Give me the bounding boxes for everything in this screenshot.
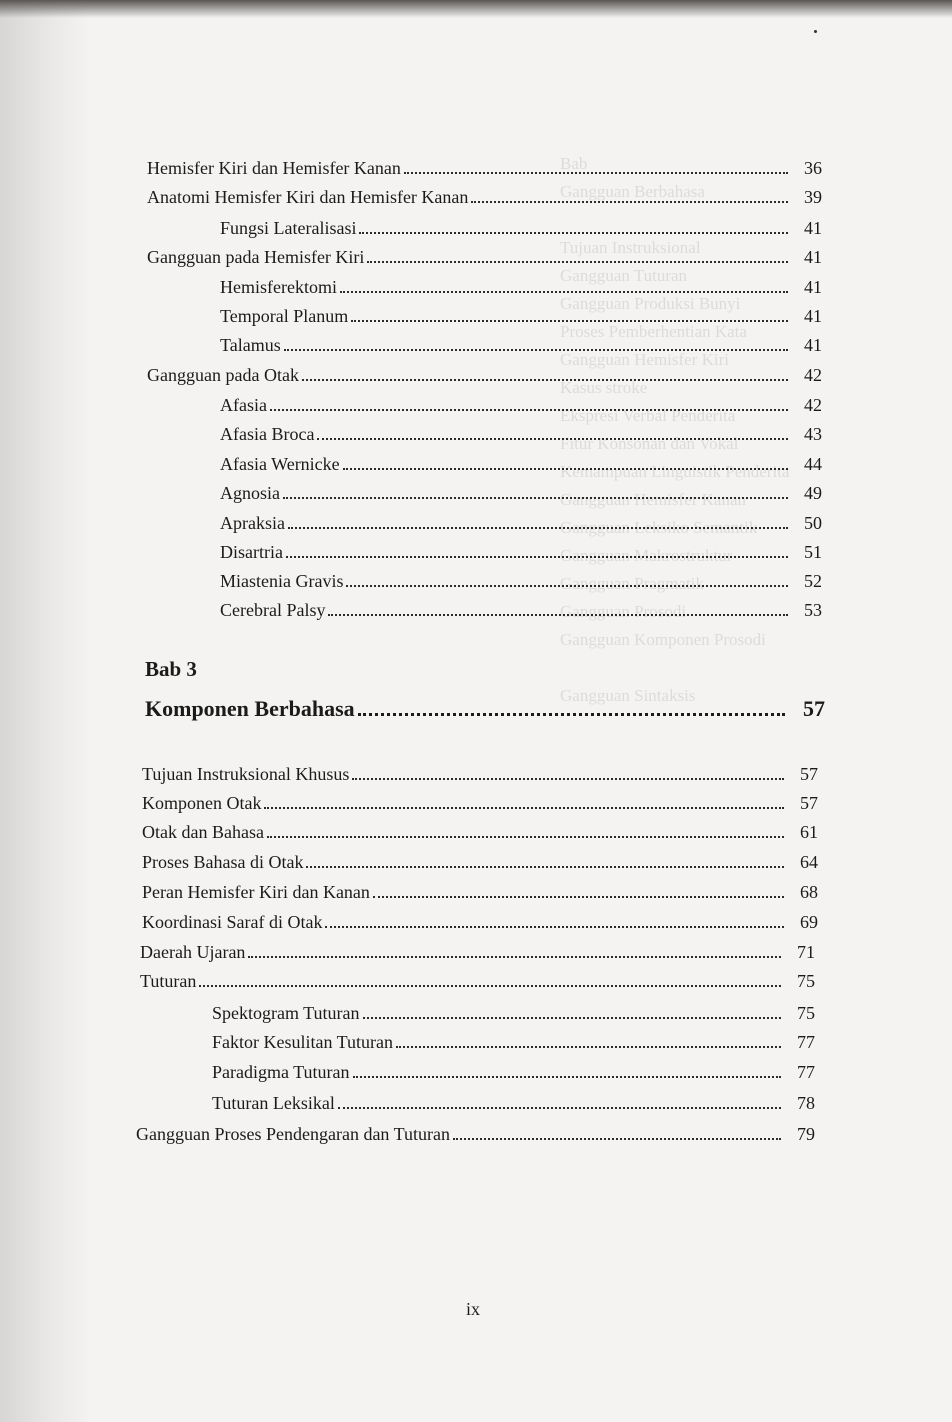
bleed-through-text: Bab Gangguan Berbahasa Tujuan Instruksional Gangguan Tuturan Gangguan Produksi Bunyi Proses Pemberhentian Kata Gangguan Hemisfer Kiri Kasus stroke Ekspresi Verbal Penderita Fitur Konsonan dan Vokal Kemampuan Linguistik Penderita Gangguan Hemisfer Kanan Gangguan Leksiko Semantik Gangguan Makrostruktur Gangguan Pragmatik Gangguan Prosodi Gangguan Komponen Prosodi Gangguan Sintaksis	[560, 154, 790, 705]
toc-entry-title: Komponen Otak	[142, 793, 262, 813]
toc-entry-page: 53	[804, 600, 822, 620]
dot-leader	[288, 527, 788, 529]
toc-entry	[142, 912, 818, 936]
toc-entry	[220, 571, 822, 595]
toc-entry	[220, 277, 822, 301]
dot-leader	[396, 1046, 781, 1048]
toc-entry-title: Agnosia	[220, 483, 280, 503]
toc-entry	[220, 600, 822, 624]
toc-entry	[212, 1062, 815, 1086]
toc-entry-page: 64	[800, 852, 818, 872]
toc-entry-title: Disartria	[220, 542, 283, 562]
toc-entry-title: Otak dan Bahasa	[142, 822, 264, 842]
toc-entry-title: Gangguan pada Hemisfer Kiri	[147, 247, 365, 267]
speck-mark	[814, 30, 817, 33]
toc-entry-title: Spektogram Tuturan	[212, 1003, 360, 1023]
toc-entry-page: 39	[804, 187, 822, 207]
toc-entry	[142, 793, 818, 817]
dot-leader	[199, 985, 781, 987]
dot-leader	[264, 807, 784, 809]
toc-entry-page: 57	[800, 764, 818, 784]
toc-entry	[220, 306, 822, 330]
toc-entry-title: Fungsi Lateralisasi	[220, 218, 357, 238]
toc-entry	[212, 1093, 815, 1117]
toc-entry-title: Tujuan Instruksional Khusus	[142, 764, 350, 784]
toc-entry-title: Koordinasi Saraf di Otak	[142, 912, 323, 932]
toc-entry	[142, 882, 818, 906]
dot-leader	[359, 232, 788, 234]
toc-entry	[142, 764, 818, 788]
dot-leader	[317, 438, 788, 440]
toc-entry-page: 41	[804, 247, 822, 267]
toc-entry-page: 71	[797, 942, 815, 962]
toc-entry-title: Talamus	[220, 335, 281, 355]
toc-entry-page: 36	[804, 158, 822, 178]
toc-entry-title: Tuturan	[140, 971, 197, 991]
dot-leader	[343, 468, 788, 470]
toc-entry-title: Cerebral Palsy	[220, 600, 326, 620]
dot-leader	[367, 261, 788, 263]
toc-entry-page: 41	[804, 335, 822, 355]
toc-entry	[220, 395, 822, 419]
toc-entry-title: Daerah Ujaran	[140, 942, 246, 962]
toc-entry	[220, 483, 822, 507]
toc-entry-page: 68	[800, 882, 818, 902]
toc-entry	[220, 513, 822, 537]
toc-entry-page: 77	[797, 1032, 815, 1052]
toc-entry	[220, 424, 822, 448]
toc-entry-page: 78	[797, 1093, 815, 1113]
toc-entry-page: 61	[800, 822, 818, 842]
dot-leader	[358, 713, 785, 716]
toc-entry-page: 52	[804, 571, 822, 591]
chapter-page-number: 57	[803, 696, 825, 721]
toc-entry-title: Afasia Wernicke	[220, 454, 340, 474]
dot-leader	[353, 1076, 782, 1078]
toc-entry	[142, 822, 818, 846]
page-gutter-shadow	[0, 0, 90, 1422]
dot-leader	[352, 778, 784, 780]
toc-entry-title: Gangguan pada Otak	[147, 365, 299, 385]
toc-entry	[142, 852, 818, 876]
toc-entry-title: Miastenia Gravis	[220, 571, 344, 591]
toc-entry-page: 79	[797, 1124, 815, 1144]
dot-leader	[404, 172, 788, 174]
toc-entry-page: 41	[804, 306, 822, 326]
toc-entry	[147, 187, 822, 211]
dot-leader	[328, 614, 788, 616]
toc-entry	[212, 1032, 815, 1056]
toc-entry	[140, 971, 815, 995]
toc-entry-title: Apraksia	[220, 513, 285, 533]
dot-leader	[471, 201, 788, 203]
dot-leader	[302, 379, 788, 381]
toc-entry-page: 50	[804, 513, 822, 533]
toc-entry-title: Afasia	[220, 395, 267, 415]
toc-entry-page: 77	[797, 1062, 815, 1082]
dot-leader	[325, 926, 784, 928]
dot-leader	[351, 320, 788, 322]
toc-entry-page: 41	[804, 277, 822, 297]
toc-entry-page: 51	[804, 542, 822, 562]
dot-leader	[338, 1107, 781, 1109]
dot-leader	[340, 291, 788, 293]
toc-entry-page: 44	[804, 454, 822, 474]
toc-entry-title: Hemisfer Kiri dan Hemisfer Kanan	[147, 158, 401, 178]
toc-entry	[220, 542, 822, 566]
toc-entry	[147, 158, 822, 182]
toc-entry-page: 57	[800, 793, 818, 813]
toc-entry-title: Faktor Kesulitan Tuturan	[212, 1032, 394, 1052]
dot-leader	[286, 556, 788, 558]
toc-entry-title: Afasia Broca	[220, 424, 315, 444]
toc-entry-page: 69	[800, 912, 818, 932]
toc-entry	[136, 1124, 815, 1148]
toc-entry-page: 41	[804, 218, 822, 238]
dot-leader	[306, 866, 784, 868]
toc-entry	[140, 942, 815, 966]
toc-entry-page: 43	[804, 424, 822, 444]
dot-leader	[453, 1138, 781, 1140]
toc-entry-page: 42	[804, 395, 822, 415]
toc-entry-title: Tuturan Leksikal	[212, 1093, 335, 1113]
toc-entry	[220, 335, 822, 359]
toc-entry-title: Paradigma Tuturan	[212, 1062, 350, 1082]
toc-entry	[212, 1003, 815, 1027]
dot-leader	[346, 585, 788, 587]
page-number: ix	[466, 1299, 481, 1319]
toc-entry-page: 75	[797, 1003, 815, 1023]
toc-entry-title: Temporal Planum	[220, 306, 349, 326]
toc-entry-page: 42	[804, 365, 822, 385]
toc-entry	[147, 247, 822, 271]
dot-leader	[363, 1017, 781, 1019]
dot-leader	[270, 409, 788, 411]
toc-entry	[147, 365, 822, 389]
toc-entry-title: Gangguan Proses Pendengaran dan Tuturan	[136, 1124, 450, 1144]
toc-entry-title: Peran Hemisfer Kiri dan Kanan	[142, 882, 370, 902]
toc-entry-page: 49	[804, 483, 822, 503]
toc-entry-title: Anatomi Hemisfer Kiri dan Hemisfer Kanan	[147, 187, 469, 207]
page-top-shadow	[0, 0, 952, 18]
dot-leader	[267, 836, 784, 838]
dot-leader	[283, 497, 788, 499]
chapter-title: Komponen Berbahasa	[145, 696, 355, 721]
toc-entry	[220, 454, 822, 478]
toc-entry-page: 75	[797, 971, 815, 991]
dot-leader	[248, 956, 781, 958]
dot-leader	[284, 349, 788, 351]
chapter-title-row	[145, 696, 825, 722]
dot-leader	[373, 896, 784, 898]
toc-entry-title: Proses Bahasa di Otak	[142, 852, 304, 872]
toc-entry-title: Hemisferektomi	[220, 277, 337, 297]
chapter-label: Bab 3	[145, 657, 197, 681]
toc-entry	[220, 218, 822, 242]
